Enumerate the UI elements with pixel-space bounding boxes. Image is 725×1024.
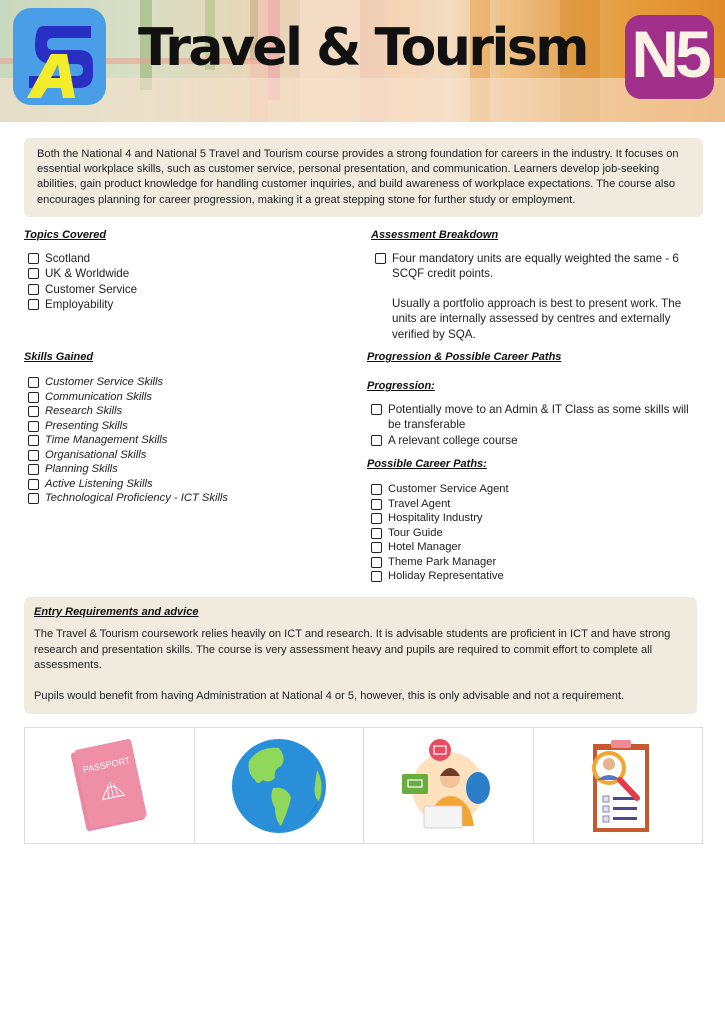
intro-text: Both the National 4 and National 5 Travel and Tourism course provides a strong foundation for careers in the industry. It focuses on essential workplace skills, such as customer service, personal presentation, and communication. Learners develop job-seeking abilities, gain product knowledge for handling customer inquiries, and build awareness of workplace expectations. The course also encourages planning for career progression, making it a great stepping stone for further study or employment. bbox=[24, 138, 703, 217]
career-item: Travel Agent bbox=[367, 497, 703, 512]
topic-item: UK & Worldwide bbox=[24, 266, 354, 281]
progression-list bbox=[367, 402, 703, 448]
skill-item: Research Skills bbox=[24, 404, 354, 419]
topics-section bbox=[24, 228, 354, 313]
passport-icon bbox=[64, 736, 154, 836]
checkbox-icon[interactable] bbox=[371, 542, 382, 553]
entry-paragraph: Pupils would benefit from having Administration at National 4 or 5, however, this is only advisable and not a requirement. bbox=[34, 689, 625, 702]
skill-item: Communication Skills bbox=[24, 390, 354, 405]
progression-item: A relevant college course bbox=[367, 433, 703, 448]
assessment-list bbox=[371, 251, 703, 342]
checkbox-icon[interactable] bbox=[28, 493, 39, 504]
career-item: Customer Service Agent bbox=[367, 482, 703, 497]
topic-item: Scotland bbox=[24, 251, 354, 266]
checkbox-icon[interactable] bbox=[28, 253, 39, 264]
checkbox-icon[interactable] bbox=[28, 435, 39, 446]
skill-item: Technological Proficiency - ICT Skills bbox=[24, 491, 354, 506]
checkbox-icon[interactable] bbox=[28, 450, 39, 461]
page-title: Travel & Tourism bbox=[138, 18, 587, 78]
entry-requirements bbox=[24, 597, 697, 714]
checkbox-icon[interactable] bbox=[28, 284, 39, 295]
checkbox-icon[interactable] bbox=[371, 528, 382, 539]
skill-item: Planning Skills bbox=[24, 462, 354, 477]
customer-service-icon bbox=[398, 736, 498, 836]
passport-label: PASSPORT bbox=[82, 754, 132, 775]
globe-icon bbox=[229, 736, 329, 836]
skills-section bbox=[24, 350, 354, 506]
careers-heading: Possible Career Paths: bbox=[367, 458, 487, 471]
careers-list bbox=[367, 482, 703, 584]
topic-item: Customer Service bbox=[24, 282, 354, 297]
skills-list bbox=[24, 375, 354, 506]
checkbox-icon[interactable] bbox=[28, 421, 39, 432]
checkbox-icon[interactable] bbox=[371, 499, 382, 510]
gallery-cell bbox=[25, 728, 195, 843]
career-item: Tour Guide bbox=[367, 526, 703, 541]
skill-item: Organisational Skills bbox=[24, 448, 354, 463]
progression-section bbox=[367, 350, 703, 584]
progression-heading: Progression & Possible Career Paths bbox=[367, 351, 562, 364]
entry-paragraph: The Travel & Tourism coursework relies heavily on ICT and research. It is advisable students are proficient in ICT and have strong research and presentation skills. The course is very assessment heavy and pupils are required to commit effort to complete all assessments. bbox=[34, 628, 671, 671]
checkbox-icon[interactable] bbox=[375, 253, 386, 264]
checkbox-icon[interactable] bbox=[28, 464, 39, 475]
checkbox-icon[interactable] bbox=[371, 513, 382, 524]
checkbox-icon[interactable] bbox=[28, 299, 39, 310]
career-item: Holiday Representative bbox=[367, 569, 703, 584]
career-item: Hotel Manager bbox=[367, 540, 703, 555]
checkbox-icon[interactable] bbox=[371, 484, 382, 495]
checkbox-icon[interactable] bbox=[371, 557, 382, 568]
checkbox-icon[interactable] bbox=[28, 377, 39, 388]
topics-heading: Topics Covered bbox=[24, 229, 107, 241]
topic-item: Employability bbox=[24, 297, 354, 312]
image-gallery bbox=[24, 727, 703, 844]
progression-subheading: Progression: bbox=[367, 380, 435, 393]
school-logo-mark bbox=[13, 8, 106, 105]
skill-item: Presenting Skills bbox=[24, 419, 354, 434]
entry-heading: Entry Requirements and advice bbox=[34, 606, 199, 618]
assessment-item: Four mandatory units are equally weighted the same - 6 SCQF credit points. Usually a portfolio approach is best to present work. The units are internally assessed by centres and externally verified by SQA. bbox=[371, 251, 703, 342]
checkbox-icon[interactable] bbox=[28, 392, 39, 403]
skill-item: Time Management Skills bbox=[24, 433, 354, 448]
checkbox-icon[interactable] bbox=[371, 571, 382, 582]
cv-search-icon bbox=[573, 736, 663, 836]
right-column bbox=[367, 228, 703, 584]
assessment-section bbox=[367, 228, 703, 342]
assessment-note: Usually a portfolio approach is best to present work. The units are internally assessed by centres and externally verified by SQA. bbox=[392, 296, 682, 341]
school-logo bbox=[13, 8, 106, 105]
checkbox-icon[interactable] bbox=[371, 435, 382, 446]
checkbox-icon[interactable] bbox=[28, 479, 39, 490]
checkbox-icon[interactable] bbox=[28, 406, 39, 417]
header-banner bbox=[0, 0, 725, 122]
progression-item: Potentially move to an Admin & IT Class as some skills will be transferable bbox=[367, 402, 703, 433]
gallery-cell bbox=[364, 728, 534, 843]
skill-item: Active Listening Skills bbox=[24, 477, 354, 492]
checkbox-icon[interactable] bbox=[371, 404, 382, 415]
gallery-cell bbox=[195, 728, 365, 843]
career-item: Theme Park Manager bbox=[367, 555, 703, 570]
assessment-heading: Assessment Breakdown bbox=[371, 229, 499, 241]
career-item: Hospitality Industry bbox=[367, 511, 703, 526]
gallery-cell bbox=[534, 728, 703, 843]
level-badge-n5: N5 bbox=[625, 15, 714, 99]
skill-item: Customer Service Skills bbox=[24, 375, 354, 390]
checkbox-icon[interactable] bbox=[28, 268, 39, 279]
skills-heading: Skills Gained bbox=[24, 351, 94, 363]
topics-list bbox=[24, 251, 354, 313]
